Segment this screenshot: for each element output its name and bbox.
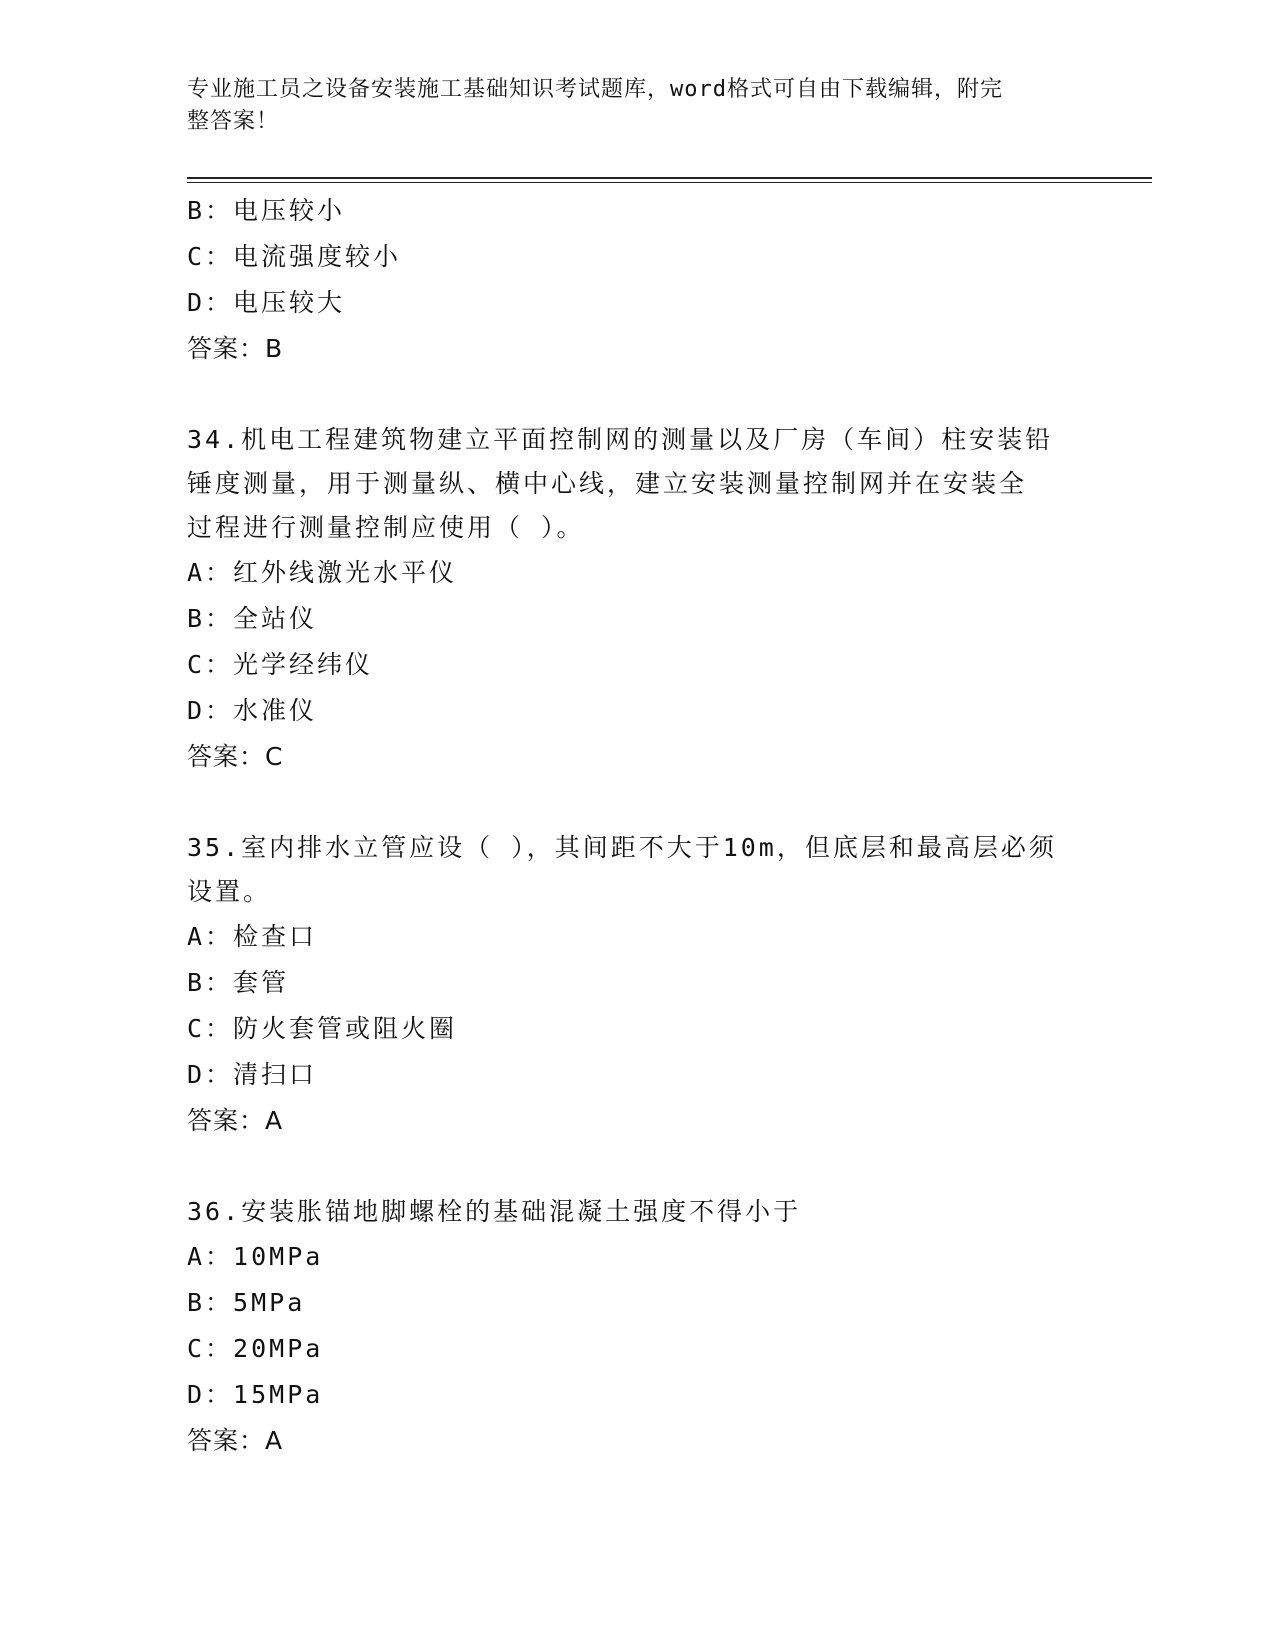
option-a: A：检查口 <box>187 922 318 951</box>
question-33-continued <box>187 188 1087 372</box>
option-c: C：光学经纬仪 <box>187 650 374 679</box>
header-divider-thin <box>187 182 1152 183</box>
option-c: C：防火套管或阻火圈 <box>187 1014 458 1043</box>
question-stem-line: 35.室内排水立管应设（ ），其间距不大于10m，但底层和最高层必须 <box>187 833 1057 862</box>
answer-line: 答案：B <box>187 334 284 363</box>
option-b: B：电压较小 <box>187 196 346 225</box>
option-a: A：10MPa <box>187 1242 324 1271</box>
question-list <box>187 188 1087 1464</box>
question-34 <box>187 418 1087 780</box>
option-d: D：清扫口 <box>187 1060 318 1089</box>
option-b: B：全站仪 <box>187 604 318 633</box>
option-d: D：电压较大 <box>187 288 346 317</box>
header-divider-thick <box>187 177 1152 179</box>
option-c: C：20MPa <box>187 1334 324 1363</box>
answer-line: 答案：A <box>187 1106 284 1135</box>
question-36 <box>187 1190 1087 1464</box>
document-header <box>187 74 1087 138</box>
option-b: B：套管 <box>187 968 290 997</box>
answer-line: 答案：A <box>187 1426 284 1455</box>
question-gap <box>187 780 1087 826</box>
header-line-2: 整答案！ <box>187 109 280 134</box>
question-gap <box>187 1144 1087 1190</box>
question-35 <box>187 826 1087 1144</box>
option-a: A：红外线激光水平仪 <box>187 558 458 587</box>
option-b: B：5MPa <box>187 1288 306 1317</box>
option-d: D：水准仪 <box>187 696 318 725</box>
header-line-1: 专业施工员之设备安装施工基础知识考试题库，word格式可自由下载编辑，附完 <box>187 77 1003 102</box>
question-stem-line: 锤度测量，用于测量纵、横中心线，建立安装测量控制网并在安装全 <box>187 469 1028 498</box>
question-stem-line: 过程进行测量控制应使用（ ）。 <box>187 513 585 542</box>
question-stem-line: 36.安装胀锚地脚螺栓的基础混凝土强度不得小于 <box>187 1197 802 1226</box>
question-stem-line: 设置。 <box>187 877 272 906</box>
question-gap <box>187 372 1087 418</box>
answer-line: 答案：C <box>187 742 284 771</box>
question-stem-line: 34.机电工程建筑物建立平面控制网的测量以及厂房（车间）柱安装铅 <box>187 425 1054 454</box>
option-d: D：15MPa <box>187 1380 324 1409</box>
option-c: C：电流强度较小 <box>187 242 402 271</box>
